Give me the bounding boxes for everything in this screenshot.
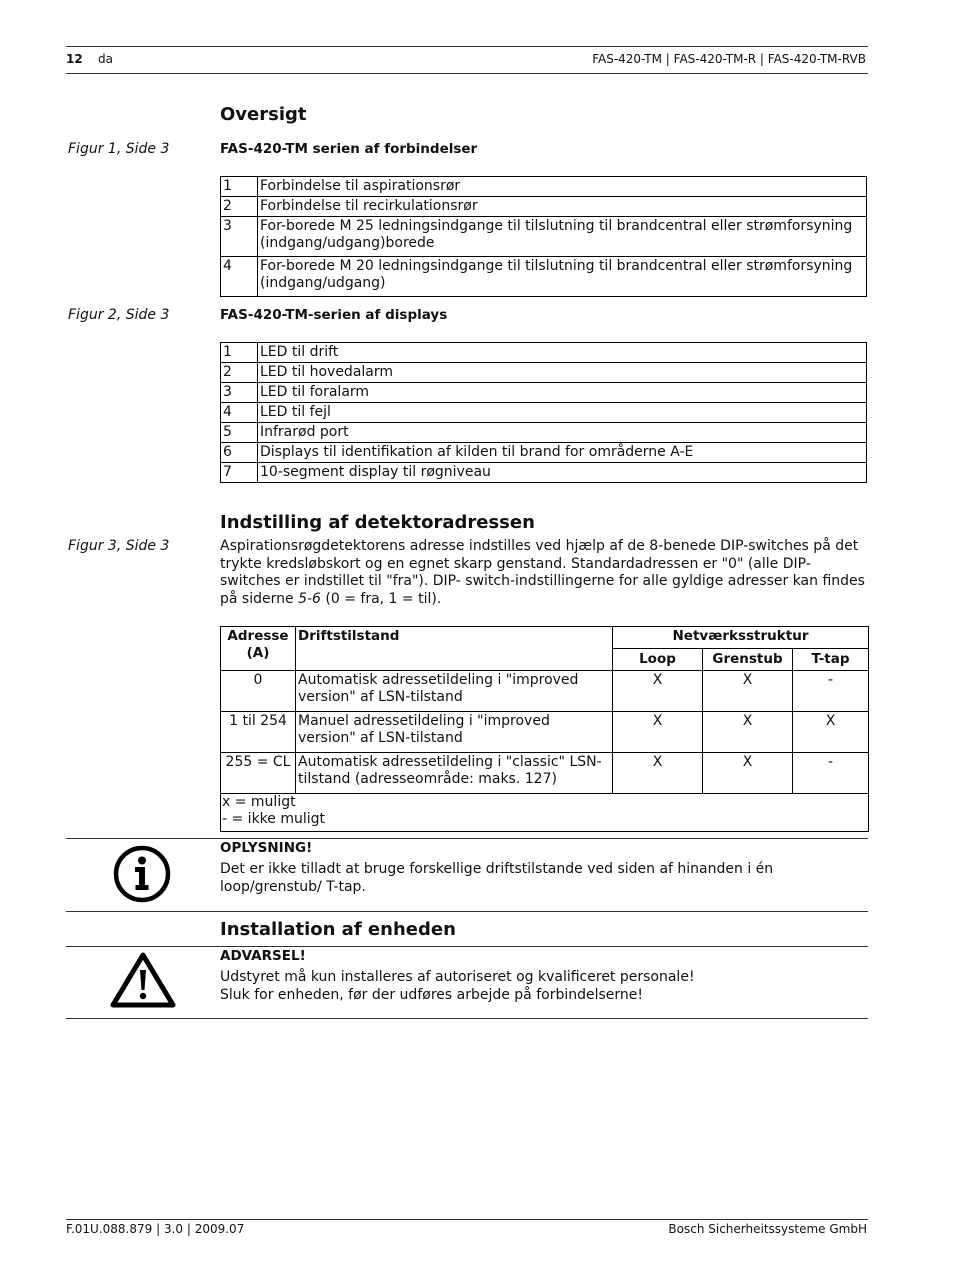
cell-mode: Manuel adressetildeling i "improved version" af LSN-tilstand <box>296 712 613 753</box>
notice-rule-bottom <box>66 911 868 912</box>
language-code: da <box>98 52 113 66</box>
table-row <box>221 363 867 383</box>
row-number: 3 <box>221 383 258 403</box>
row-number: 2 <box>221 197 258 217</box>
row-number: 5 <box>221 423 258 443</box>
table-row <box>221 423 867 443</box>
figure3-reference <box>68 538 169 554</box>
heading-address-setting: Indstilling af detektoradressen <box>220 512 535 533</box>
row-number: 4 <box>221 403 258 423</box>
row-text: Displays til identifikation af kilden til brand for områderne A-E <box>258 443 867 463</box>
warning-rule-top <box>66 946 868 947</box>
header-rule-bottom <box>66 73 868 74</box>
row-number: 7 <box>221 463 258 483</box>
figure1-table <box>220 176 867 297</box>
row-number: 1 <box>221 177 258 197</box>
figure1-reference <box>68 141 169 157</box>
footer-rule <box>66 1219 868 1220</box>
warning-rule-bottom <box>66 1018 868 1019</box>
address-paragraph-main: Aspirationsrøgdetektorens adresse indstilles ved hjælp af de 8-benede DIP-switches på det trykte kredsløbskort og en egnet skarp genstand. Standardadressen er "0" (alle DIP-switches er indstillet til "fra"). DIP- switch-indstillingerne for alle gyldige adresser kan findes på siderne <box>220 538 865 607</box>
cell-loop: X <box>613 712 703 753</box>
cell-loop: X <box>613 671 703 712</box>
table-row <box>221 443 867 463</box>
table-row <box>221 712 869 753</box>
row-text: LED til drift <box>258 343 867 363</box>
footer-doc-id: F.01U.088.879 | 3.0 | 2009.07 <box>66 1222 245 1236</box>
table-row <box>221 753 869 794</box>
row-text: LED til foralarm <box>258 383 867 403</box>
row-number: 3 <box>221 217 258 257</box>
cell-ttap: X <box>793 712 869 753</box>
table-row <box>221 671 869 712</box>
notice-rule-top <box>66 838 868 839</box>
legend-not-possible: - = ikke muligt <box>222 811 326 827</box>
figure2-ref-page: , Side 3 <box>116 307 170 323</box>
cell-address: 0 <box>221 671 296 712</box>
row-number: 2 <box>221 363 258 383</box>
row-text: LED til hovedalarm <box>258 363 867 383</box>
footer-company: Bosch Sicherheitssysteme GmbH <box>668 1222 867 1236</box>
table-row <box>221 383 867 403</box>
cell-address: 1 til 254 <box>221 712 296 753</box>
row-text: LED til fejl <box>258 403 867 423</box>
warning-text <box>220 969 868 1004</box>
figure3-ref-page: , Side 3 <box>116 538 170 554</box>
table-row <box>221 197 867 217</box>
warning-title: ADVARSEL! <box>220 948 306 964</box>
col-header-loop: Loop <box>613 649 703 671</box>
address-paragraph-pages: 5-6 <box>298 590 321 607</box>
table-row <box>221 177 867 197</box>
col-header-network: Netværksstruktur <box>613 627 869 649</box>
cell-mode: Automatisk adressetildeling i "improved version" af LSN-tilstand <box>296 671 613 712</box>
cell-mode: Automatisk adressetildeling i "classic" LSN-tilstand (adresseområde: maks. 127) <box>296 753 613 794</box>
cell-loop: X <box>613 753 703 794</box>
col-header-address: Adresse (A) <box>221 627 296 671</box>
cell-grenstub: X <box>703 712 793 753</box>
figure2-ref-fig: Figur 2 <box>68 307 117 323</box>
heading-installation: Installation af enheden <box>220 919 456 940</box>
col-header-ttap: T-tap <box>793 649 869 671</box>
row-text: For-borede M 20 ledningsindgange til tilslutning til brandcentral eller strømforsyning (indgang/udgang) <box>258 257 867 297</box>
page-number: 12 <box>66 52 83 66</box>
row-text: 10-segment display til røgniveau <box>258 463 867 483</box>
table-row <box>221 463 867 483</box>
cell-address: 255 = CL <box>221 753 296 794</box>
row-number: 6 <box>221 443 258 463</box>
product-name: FAS-420-TM | FAS-420-TM-R | FAS-420-TM-RVB <box>592 52 866 66</box>
figure2-reference <box>68 307 169 323</box>
cell-ttap: - <box>793 671 869 712</box>
notice-title: OPLYSNING! <box>220 840 313 856</box>
figure2-table <box>220 342 867 483</box>
table-row <box>221 343 867 363</box>
warning-icon <box>109 950 177 1010</box>
warning-line-2: Sluk for enheden, før der udføres arbejde på forbindelserne! <box>220 986 644 1003</box>
info-icon <box>113 845 171 903</box>
row-number: 4 <box>221 257 258 297</box>
warning-line-1: Udstyret må kun installeres af autoriseret og kvalificeret personale! <box>220 969 695 985</box>
figure1-caption: FAS-420-TM serien af forbindelser <box>220 141 478 157</box>
row-text: Forbindelse til recirkulationsrør <box>258 197 867 217</box>
table-legend <box>221 794 869 832</box>
figure3-ref-fig: Figur 3 <box>68 538 117 554</box>
header-rule-top <box>66 46 868 47</box>
table-legend-row <box>221 794 869 832</box>
heading-overview: Oversigt <box>220 104 307 125</box>
row-text: For-borede M 25 ledningsindgange til tilslutning til brandcentral eller strømforsyning (indgang/udgang)borede <box>258 217 867 257</box>
table-header-row <box>221 627 869 649</box>
row-text: Infrarød port <box>258 423 867 443</box>
figure2-caption: FAS-420-TM-serien af displays <box>220 307 448 323</box>
legend-possible: x = muligt <box>222 794 296 810</box>
table-row <box>221 217 867 257</box>
address-table <box>220 626 869 832</box>
cell-ttap: - <box>793 753 869 794</box>
notice-text: Det er ikke tilladt at bruge forskellige driftstilstande ved siden af hinanden i én loop/grenstub/ T-tap. <box>220 861 774 895</box>
row-number: 1 <box>221 343 258 363</box>
table-row <box>221 257 867 297</box>
row-text: Forbindelse til aspirationsrør <box>258 177 867 197</box>
col-header-grenstub: Grenstub <box>703 649 793 671</box>
address-paragraph <box>220 538 868 608</box>
col-header-mode: Driftstilstand <box>296 627 613 671</box>
cell-grenstub: X <box>703 753 793 794</box>
table-row <box>221 403 867 423</box>
cell-grenstub: X <box>703 671 793 712</box>
figure1-ref-page: , Side 3 <box>116 141 170 157</box>
figure1-ref-fig: Figur 1 <box>68 141 117 157</box>
address-paragraph-tail: (0 = fra, 1 = til). <box>320 590 442 607</box>
